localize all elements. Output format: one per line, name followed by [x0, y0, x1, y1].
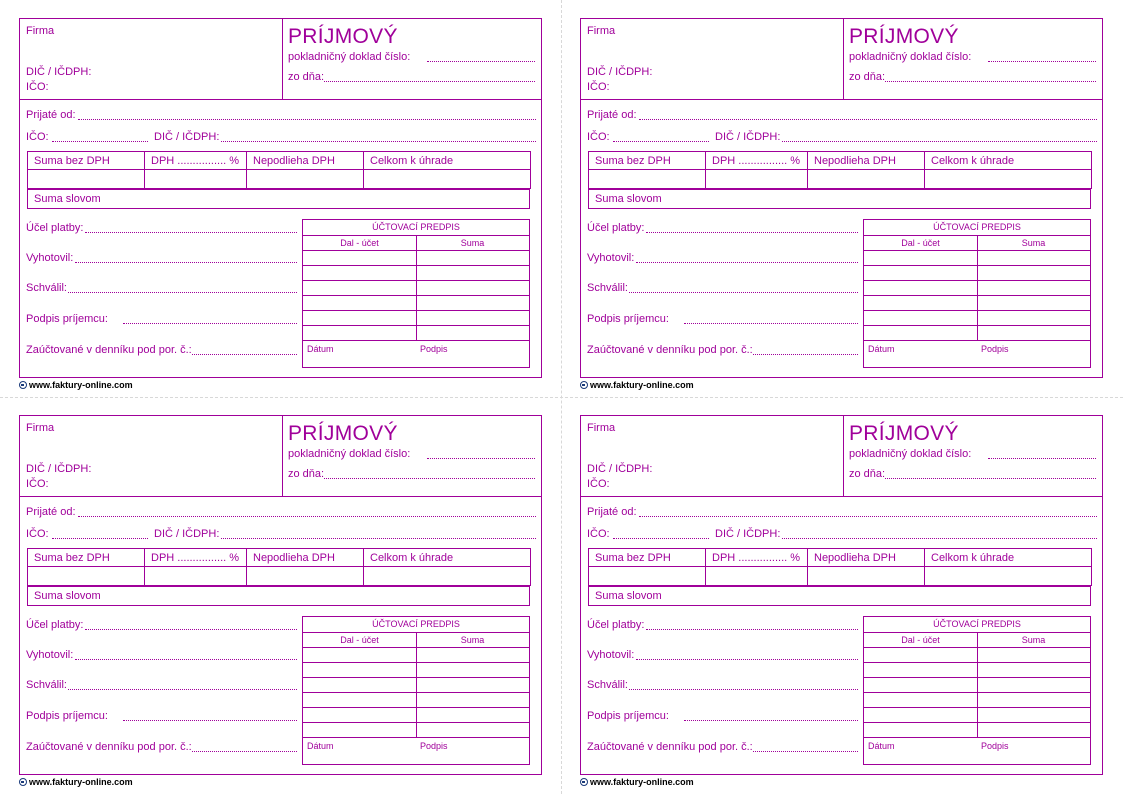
- dph-cell[interactable]: [706, 170, 808, 189]
- footer-brand: [19, 777, 133, 787]
- vyhotovil-label: Vyhotovil:: [587, 252, 635, 264]
- ucel-platby-field[interactable]: [646, 232, 858, 233]
- uctovaci-row-line: [864, 737, 1090, 738]
- ico-line-label: IČO:: [587, 131, 610, 143]
- uctovaci-predpis-title: ÚČTOVACÍ PREDPIS: [372, 619, 460, 629]
- dic-line-label: DIČ / IČDPH:: [154, 131, 220, 143]
- company-block: [581, 416, 844, 497]
- prijate-od-label: Prijaté od:: [26, 506, 76, 518]
- company-block: [20, 19, 283, 100]
- dic-icdph-label: DIČ / IČDPH:: [587, 66, 653, 78]
- receipt-form: [580, 18, 1103, 378]
- faktury-logo-icon: [580, 381, 588, 389]
- dic-field[interactable]: [221, 141, 536, 142]
- ico-field[interactable]: [52, 141, 148, 142]
- nepodlieha-dph-cell[interactable]: [808, 567, 925, 586]
- suma-slovom-label: Suma slovom: [34, 193, 101, 205]
- zo-dna-label: zo dňa:: [849, 71, 886, 83]
- dic-line-label: DIČ / IČDPH:: [715, 528, 781, 540]
- schvalil-label: Schválil:: [26, 282, 67, 294]
- receipt-form: [580, 415, 1103, 775]
- celkom-header: Celkom k úhrade: [364, 152, 531, 170]
- ucel-platby-label: Účel platby:: [26, 619, 84, 631]
- footer-url[interactable]: www.faktury-online.com: [29, 380, 133, 390]
- vyhotovil-field[interactable]: [75, 262, 297, 263]
- amounts-header-row: [589, 549, 1092, 567]
- dal-ucet-header: Dal - účet: [340, 635, 379, 645]
- dal-ucet-header: Dal - účet: [901, 238, 940, 248]
- datum-label: Dátum: [868, 344, 895, 354]
- podpis-prijemcu-field[interactable]: [123, 720, 297, 721]
- nepodlieha-dph-header: Nepodlieha DPH: [247, 549, 364, 567]
- document-title-block: [843, 19, 1102, 100]
- amounts-header-row: [589, 152, 1092, 170]
- amounts-table: [588, 151, 1092, 189]
- dph-cell[interactable]: [145, 567, 247, 586]
- ico-field[interactable]: [613, 141, 709, 142]
- ico-line-label: IČO:: [26, 528, 49, 540]
- prijate-od-label: Prijaté od:: [587, 109, 637, 121]
- vyhotovil-label: Vyhotovil:: [26, 252, 74, 264]
- celkom-cell[interactable]: [925, 170, 1092, 189]
- suma-slovom-label: Suma slovom: [595, 590, 662, 602]
- schvalil-field[interactable]: [68, 689, 297, 690]
- document-title-block: [282, 19, 541, 100]
- dic-field[interactable]: [221, 538, 536, 539]
- uctovaci-column-line: [416, 632, 417, 737]
- suma-header: Suma: [460, 635, 485, 645]
- suma-bez-dph-header: Suma bez DPH: [28, 152, 145, 170]
- doklad-cislo-label: pokladničný doklad číslo:: [849, 51, 972, 63]
- doklad-cislo-field[interactable]: [427, 458, 535, 459]
- schvalil-field[interactable]: [629, 689, 858, 690]
- podpis-prijemcu-label: Podpis príjemcu:: [587, 710, 669, 722]
- zo-dna-label: zo dňa:: [288, 71, 325, 83]
- prijate-od-label: Prijaté od:: [26, 109, 76, 121]
- vyhotovil-field[interactable]: [75, 659, 297, 660]
- vyhotovil-label: Vyhotovil:: [587, 649, 635, 661]
- dph-header: DPH ................ %: [706, 152, 808, 170]
- suma-slovom-label: Suma slovom: [595, 193, 662, 205]
- dic-line-label: DIČ / IČDPH:: [715, 131, 781, 143]
- datum-label: Dátum: [307, 344, 334, 354]
- doklad-cislo-field[interactable]: [988, 61, 1096, 62]
- faktury-logo-icon: [19, 381, 27, 389]
- company-block: [581, 19, 844, 100]
- podpis-prijemcu-field[interactable]: [684, 720, 858, 721]
- podpis-label: Podpis: [981, 344, 1009, 354]
- amounts-table: [588, 548, 1092, 586]
- vyhotovil-field[interactable]: [636, 262, 858, 263]
- doklad-cislo-label: pokladničný doklad číslo:: [288, 51, 411, 63]
- prijate-od-field[interactable]: [78, 119, 536, 120]
- schvalil-label: Schválil:: [26, 679, 67, 691]
- celkom-header: Celkom k úhrade: [925, 152, 1092, 170]
- suma-bez-dph-header: Suma bez DPH: [589, 549, 706, 567]
- uctovaci-column-line: [977, 632, 978, 737]
- document-title: PRÍJMOVÝ: [288, 25, 398, 48]
- ico-line-label: IČO:: [587, 528, 610, 540]
- suma-slovom-label: Suma slovom: [34, 590, 101, 602]
- uctovaci-row-line: [303, 737, 529, 738]
- ucel-platby-field[interactable]: [646, 629, 858, 630]
- nepodlieha-dph-header: Nepodlieha DPH: [808, 549, 925, 567]
- footer-brand: [580, 380, 694, 390]
- uctovaci-column-line: [977, 235, 978, 340]
- ico-label: IČO:: [587, 81, 610, 93]
- document-title-block: [282, 416, 541, 497]
- podpis-prijemcu-field[interactable]: [684, 323, 858, 324]
- footer-url[interactable]: www.faktury-online.com: [590, 380, 694, 390]
- amounts-value-row: [589, 170, 1092, 189]
- ico-label: IČO:: [587, 478, 610, 490]
- zo-dna-field[interactable]: [324, 478, 535, 479]
- dph-cell[interactable]: [706, 567, 808, 586]
- celkom-header: Celkom k úhrade: [364, 549, 531, 567]
- uctovaci-column-line: [416, 235, 417, 340]
- dph-header: DPH ................ %: [706, 549, 808, 567]
- suma-slovom-field[interactable]: [27, 586, 530, 606]
- document-title-block: [843, 416, 1102, 497]
- nepodlieha-dph-header: Nepodlieha DPH: [808, 152, 925, 170]
- firma-label: Firma: [587, 25, 616, 37]
- amounts-table: [27, 151, 531, 189]
- dal-ucet-header: Dal - účet: [901, 635, 940, 645]
- dph-cell[interactable]: [145, 170, 247, 189]
- dic-icdph-label: DIČ / IČDPH:: [26, 463, 92, 475]
- document-title: PRÍJMOVÝ: [288, 422, 398, 445]
- firma-label: Firma: [587, 422, 616, 434]
- nepodlieha-dph-header: Nepodlieha DPH: [247, 152, 364, 170]
- uctovaci-predpis-table: [863, 616, 1091, 765]
- schvalil-field[interactable]: [68, 292, 297, 293]
- faktury-logo-icon: [19, 778, 27, 786]
- dph-header: DPH ................ %: [145, 549, 247, 567]
- suma-header: Suma: [460, 238, 485, 248]
- suma-slovom-field[interactable]: [27, 189, 530, 209]
- schvalil-field[interactable]: [629, 292, 858, 293]
- ucel-platby-label: Účel platby:: [26, 222, 84, 234]
- vyhotovil-label: Vyhotovil:: [26, 649, 74, 661]
- suma-bez-dph-header: Suma bez DPH: [28, 549, 145, 567]
- dic-field[interactable]: [782, 538, 1097, 539]
- zo-dna-label: zo dňa:: [288, 468, 325, 480]
- document-title: PRÍJMOVÝ: [849, 422, 959, 445]
- dic-field[interactable]: [782, 141, 1097, 142]
- suma-header: Suma: [1021, 238, 1046, 248]
- dic-icdph-label: DIČ / IČDPH:: [587, 463, 653, 475]
- amounts-header-row: [28, 152, 531, 170]
- receipt-form: [19, 18, 542, 378]
- zauctovane-field[interactable]: [753, 751, 858, 752]
- celkom-header: Celkom k úhrade: [925, 549, 1092, 567]
- amounts-table: [27, 548, 531, 586]
- dic-line-label: DIČ / IČDPH:: [154, 528, 220, 540]
- ucel-platby-label: Účel platby:: [587, 619, 645, 631]
- zo-dna-label: zo dňa:: [849, 468, 886, 480]
- podpis-prijemcu-field[interactable]: [123, 323, 297, 324]
- zauctovane-label: Zaúčtované v denníku pod por. č.:: [587, 344, 753, 356]
- dic-icdph-label: DIČ / IČDPH:: [26, 66, 92, 78]
- podpis-prijemcu-label: Podpis príjemcu:: [26, 313, 108, 325]
- zauctovane-label: Zaúčtované v denníku pod por. č.:: [26, 741, 192, 753]
- nepodlieha-dph-cell[interactable]: [247, 170, 364, 189]
- doklad-cislo-field[interactable]: [427, 61, 535, 62]
- uctovaci-row-line: [303, 340, 529, 341]
- nepodlieha-dph-cell[interactable]: [247, 567, 364, 586]
- dal-ucet-header: Dal - účet: [340, 238, 379, 248]
- cut-line-horizontal: [0, 397, 1123, 398]
- datum-label: Dátum: [868, 741, 895, 751]
- footer-url[interactable]: www.faktury-online.com: [590, 777, 694, 787]
- footer-brand: [580, 777, 694, 787]
- ico-label: IČO:: [26, 81, 49, 93]
- doklad-cislo-label: pokladničný doklad číslo:: [288, 448, 411, 460]
- prijate-od-field[interactable]: [78, 516, 536, 517]
- zauctovane-field[interactable]: [753, 354, 858, 355]
- footer-url[interactable]: www.faktury-online.com: [29, 777, 133, 787]
- nepodlieha-dph-cell[interactable]: [808, 170, 925, 189]
- suma-slovom-field[interactable]: [588, 189, 1091, 209]
- ico-field[interactable]: [52, 538, 148, 539]
- uctovaci-predpis-title: ÚČTOVACÍ PREDPIS: [933, 619, 1021, 629]
- uctovaci-predpis-table: [302, 219, 530, 368]
- zauctovane-label: Zaúčtované v denníku pod por. č.:: [587, 741, 753, 753]
- zo-dna-field[interactable]: [324, 81, 535, 82]
- uctovaci-predpis-title: ÚČTOVACÍ PREDPIS: [372, 222, 460, 232]
- vyhotovil-field[interactable]: [636, 659, 858, 660]
- receipt-form: [19, 415, 542, 775]
- ucel-platby-field[interactable]: [85, 232, 297, 233]
- podpis-prijemcu-label: Podpis príjemcu:: [587, 313, 669, 325]
- document-title: PRÍJMOVÝ: [849, 25, 959, 48]
- suma-bez-dph-cell[interactable]: [28, 567, 145, 586]
- ucel-platby-field[interactable]: [85, 629, 297, 630]
- amounts-value-row: [28, 567, 531, 586]
- ico-label: IČO:: [26, 478, 49, 490]
- suma-bez-dph-header: Suma bez DPH: [589, 152, 706, 170]
- celkom-cell[interactable]: [364, 567, 531, 586]
- amounts-header-row: [28, 549, 531, 567]
- schvalil-label: Schválil:: [587, 679, 628, 691]
- company-block: [20, 416, 283, 497]
- suma-header: Suma: [1021, 635, 1046, 645]
- datum-label: Dátum: [307, 741, 334, 751]
- prijate-od-field[interactable]: [639, 516, 1097, 517]
- doklad-cislo-field[interactable]: [988, 458, 1096, 459]
- zo-dna-field[interactable]: [885, 81, 1096, 82]
- zauctovane-field[interactable]: [192, 751, 297, 752]
- podpis-prijemcu-label: Podpis príjemcu:: [26, 710, 108, 722]
- uctovaci-predpis-title: ÚČTOVACÍ PREDPIS: [933, 222, 1021, 232]
- amounts-value-row: [589, 567, 1092, 586]
- uctovaci-predpis-table: [863, 219, 1091, 368]
- firma-label: Firma: [26, 25, 55, 37]
- faktury-logo-icon: [580, 778, 588, 786]
- podpis-label: Podpis: [420, 741, 448, 751]
- celkom-cell[interactable]: [364, 170, 531, 189]
- footer-brand: [19, 380, 133, 390]
- doklad-cislo-label: pokladničný doklad číslo:: [849, 448, 972, 460]
- uctovaci-row-line: [864, 340, 1090, 341]
- ucel-platby-label: Účel platby:: [587, 222, 645, 234]
- amounts-value-row: [28, 170, 531, 189]
- ico-field[interactable]: [613, 538, 709, 539]
- schvalil-label: Schválil:: [587, 282, 628, 294]
- prijate-od-field[interactable]: [639, 119, 1097, 120]
- podpis-label: Podpis: [981, 741, 1009, 751]
- prijate-od-label: Prijaté od:: [587, 506, 637, 518]
- celkom-cell[interactable]: [925, 567, 1092, 586]
- zauctovane-label: Zaúčtované v denníku pod por. č.:: [26, 344, 192, 356]
- suma-bez-dph-cell[interactable]: [28, 170, 145, 189]
- dph-header: DPH ................ %: [145, 152, 247, 170]
- suma-slovom-field[interactable]: [588, 586, 1091, 606]
- suma-bez-dph-cell[interactable]: [589, 170, 706, 189]
- zauctovane-field[interactable]: [192, 354, 297, 355]
- uctovaci-predpis-table: [302, 616, 530, 765]
- suma-bez-dph-cell[interactable]: [589, 567, 706, 586]
- podpis-label: Podpis: [420, 344, 448, 354]
- ico-line-label: IČO:: [26, 131, 49, 143]
- zo-dna-field[interactable]: [885, 478, 1096, 479]
- firma-label: Firma: [26, 422, 55, 434]
